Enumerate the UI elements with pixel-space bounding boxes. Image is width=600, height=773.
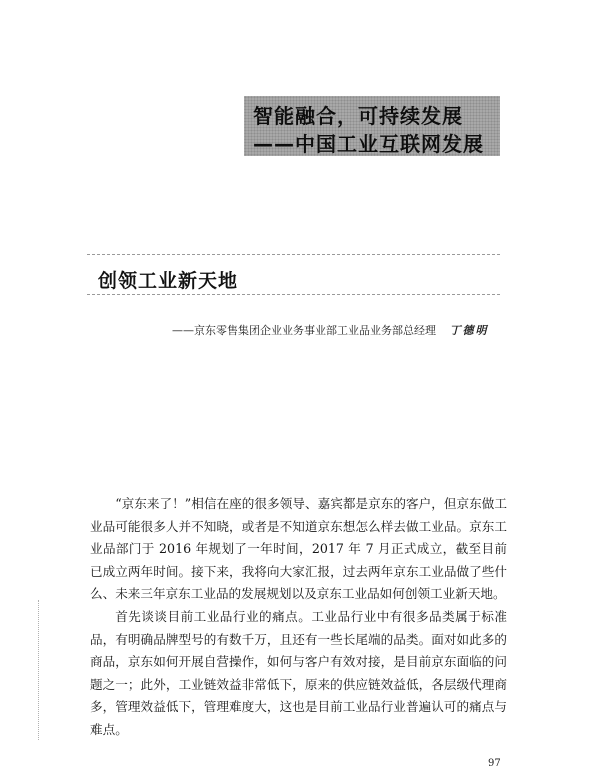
title-bottom-rule bbox=[87, 294, 500, 295]
section-title-line-2: ——中国工业互联网发展 bbox=[253, 132, 484, 156]
paragraph-1: “京东来了！”相信在座的很多领导、嘉宾都是京东的客户，但京东做工业品可能很多人并不知晓，或者是不知道京东想怎么样去做工业品。京东工业品部门于 2016 年规划了一年时间，2017 年 7 月正式成立，截至目前已成立两年时间。接下来，我将向大家汇报，过去两年京东工业品做了些什么、未来三年京东工业品的发展规划以及京东工业品如何创领工业新天地。 bbox=[90, 496, 507, 602]
author-name: 丁德明 bbox=[449, 324, 489, 337]
scan-margin-mark bbox=[38, 600, 39, 740]
page-number: 97 bbox=[488, 758, 501, 769]
article-body bbox=[90, 493, 507, 742]
section-title-line-1: 智能融合，可持续发展 bbox=[253, 104, 463, 128]
byline-position: ——京东零售集团企业业务事业部工业品业务部总经理 bbox=[172, 324, 436, 337]
title-top-rule bbox=[87, 254, 500, 255]
article-title: 创领工业新天地 bbox=[98, 270, 239, 292]
paragraph-2: 首先谈谈目前工业品行业的痛点。工业品行业中有很多品类属于标准品，有明确品牌型号的有数千万，且还有一些长尾端的品类。面对如此多的商品，京东如何开展自营操作，如何与客户有效对接，是目前京东面临的问题之一；此外，工业链效益非常低下，原来的供应链效益低，各层级代理商多，管理效益低下，管理难度大，这也是目前工业品行业普遍认可的痛点与难点。 bbox=[90, 608, 507, 737]
byline bbox=[172, 322, 489, 338]
